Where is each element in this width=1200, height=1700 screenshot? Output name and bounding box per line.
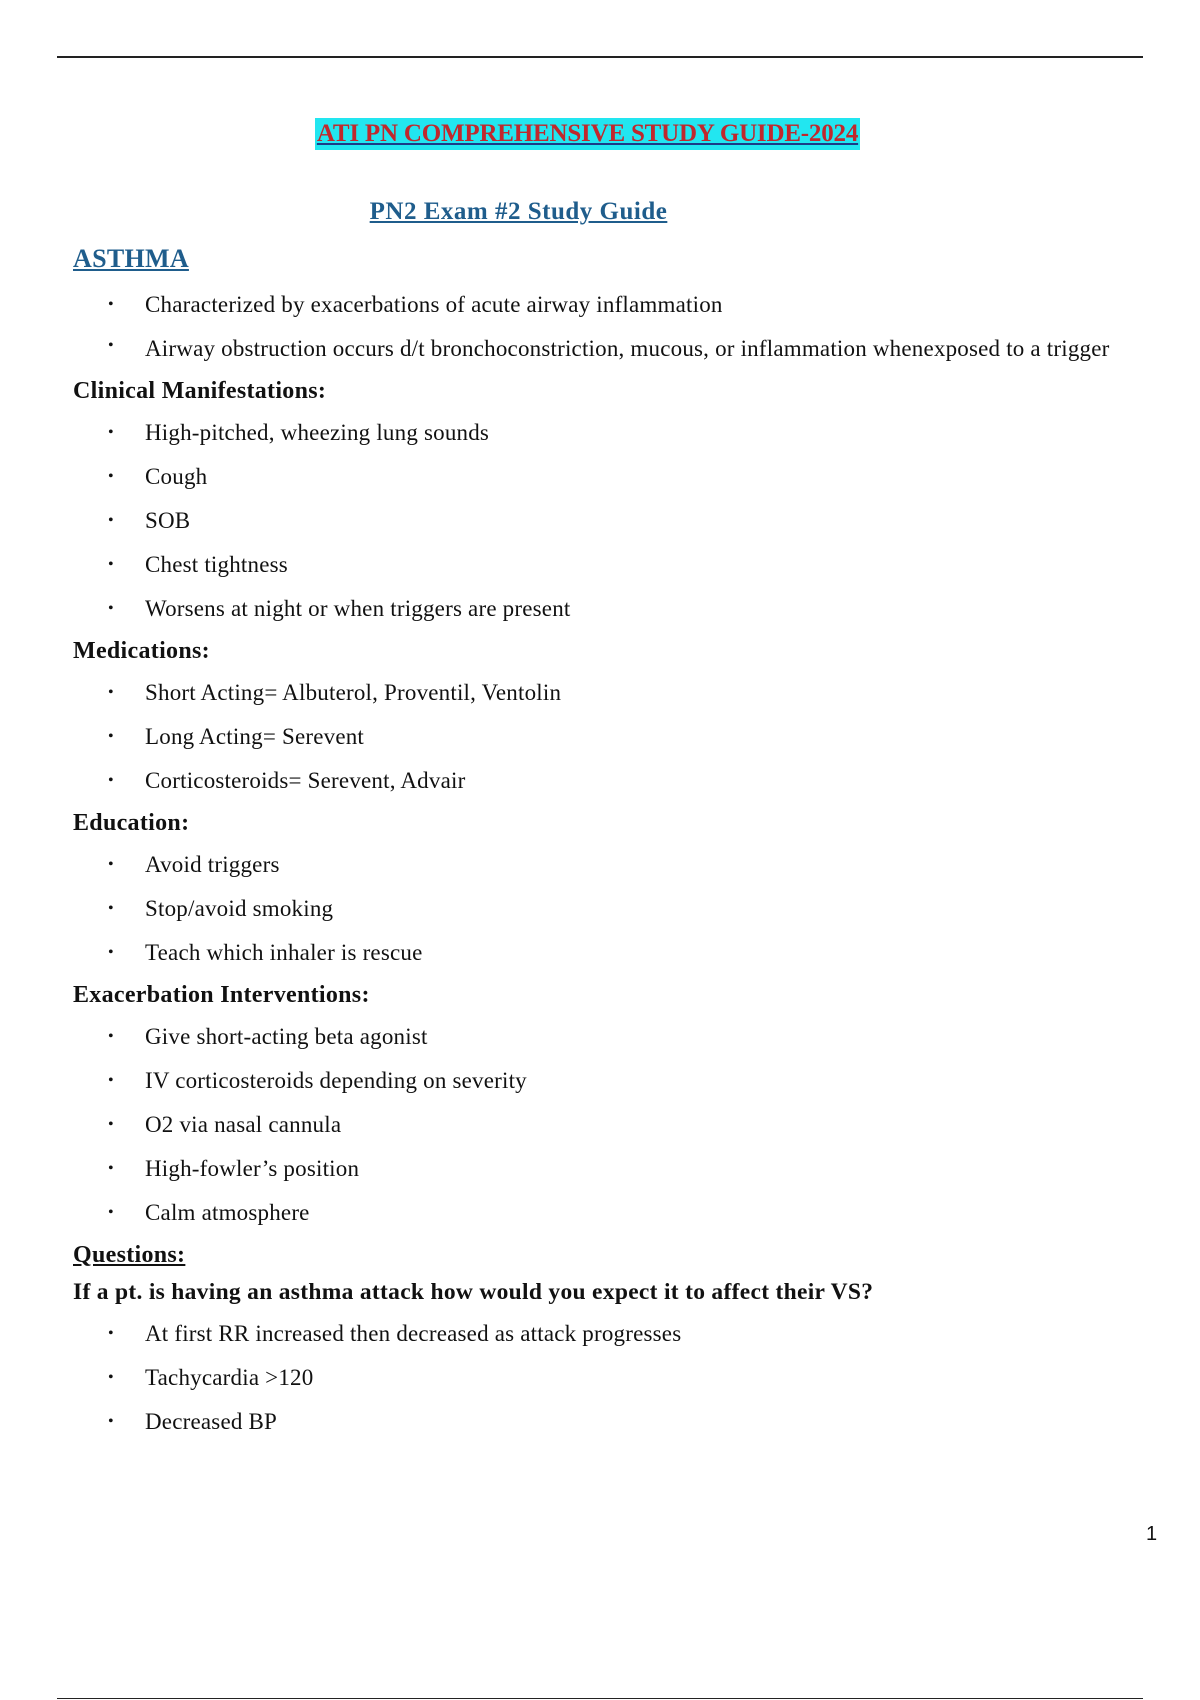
education-list [73,843,1123,975]
list-item: • Avoid triggers [73,843,1123,887]
bottom-rule [57,1698,1143,1699]
list-item: • Give short-acting beta agonist [73,1015,1123,1059]
list-item: • Short Acting= Albuterol, Proventil, Ventolin [73,671,1123,715]
list-item: • High-fowler’s position [73,1147,1123,1191]
question-text: If a pt. is having an asthma attack how would you expect it to affect their VS? [73,1279,874,1305]
list-item: • O2 via nasal cannula [73,1103,1123,1147]
section-heading-asthma: ASTHMA [73,244,189,273]
list-item: • Cough [73,455,1123,499]
document-title: ATI PN COMPREHENSIVE STUDY GUIDE-2024 [315,118,860,150]
list-item: • Decreased BP [73,1400,1123,1444]
list-item: • Teach which inhaler is rescue [73,931,1123,975]
question-answer-list [73,1312,1123,1444]
list-item: • High-pitched, wheezing lung sounds [73,411,1123,455]
list-item: • SOB [73,499,1123,543]
list-item: • Airway obstruction occurs d/t bronchoconstriction, mucous, or inflammation whenexposed to a trigger [73,327,1123,371]
document-subtitle-container [0,196,1037,228]
list-item: • Stop/avoid smoking [73,887,1123,931]
list-item: • Chest tightness [73,543,1123,587]
list-item: • Calm atmosphere [73,1191,1123,1235]
list-item: • Characterized by exacerbations of acute airway inflammation [73,283,1123,327]
list-item: • IV corticosteroids depending on severity [73,1059,1123,1103]
section-heading-medications: Medications: [73,638,210,664]
list-item: • At first RR increased then decreased as attack progresses [73,1312,1123,1356]
exacerbation-interventions-list [73,1015,1123,1235]
list-item: • Long Acting= Serevent [73,715,1123,759]
document-subtitle: PN2 Exam #2 Study Guide [369,198,668,225]
top-rule [57,56,1143,58]
medications-list [73,671,1123,803]
asthma-list [73,283,1123,371]
section-heading-questions: Questions: [73,1242,186,1268]
list-item: • Worsens at night or when triggers are present [73,587,1123,631]
section-heading-clinical-manifestations: Clinical Manifestations: [73,378,327,404]
document-title-container [0,118,1175,150]
clinical-manifestations-list [73,411,1123,631]
page-number: 1 [1146,1523,1158,1545]
list-item: • Tachycardia >120 [73,1356,1123,1400]
section-heading-education: Education: [73,810,190,836]
document-body [73,243,1123,1448]
list-item: • Corticosteroids= Serevent, Advair [73,759,1123,803]
section-heading-exacerbation-interventions: Exacerbation Interventions: [73,982,370,1008]
